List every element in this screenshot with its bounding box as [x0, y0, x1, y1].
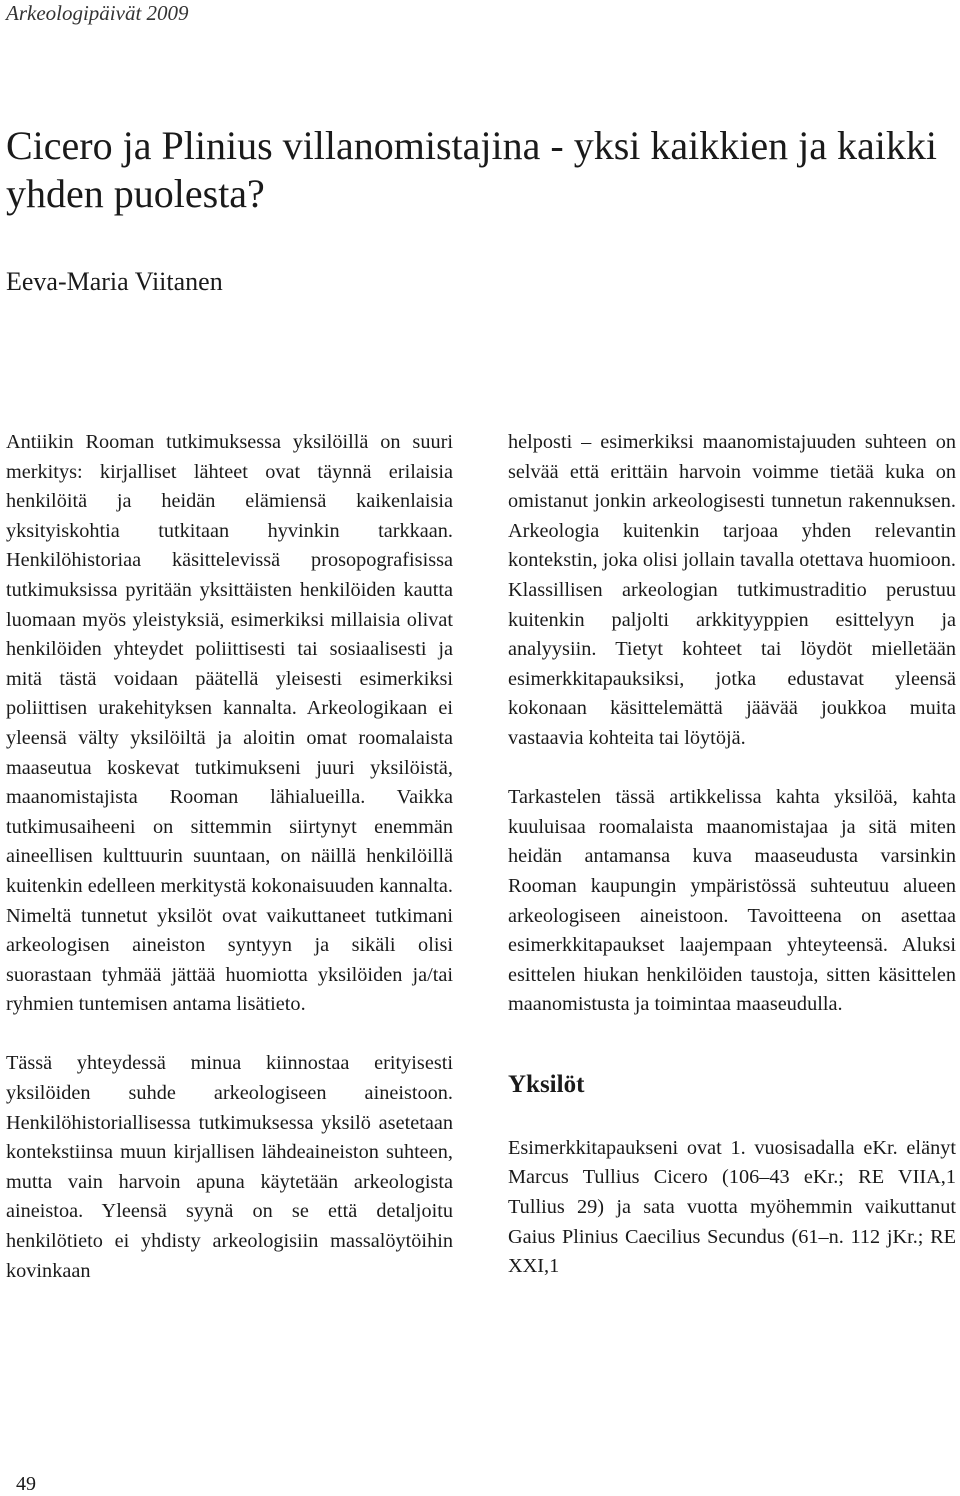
running-head: Arkeologipäivät 2009 [6, 1, 189, 25]
paragraph-aims: Tarkastelen tässä artikkelissa kahta yksilöä, kahta kuuluisaa roomalaista maanomistajaa ja sitä miten heidän antamansa kuva maaseudusta varsinkin Rooman kaupungin ympäristössä suhteutuu alueen arkeologiseen aineistoon. Tavoitteena on asettaa esimerkkitapaukset laajempaan yhteyteensä. Aluksi esittelen hiukan henkilöiden taustoja, sitten käsittelen maanomistusta ja toimintaa maaseudulla. [508, 786, 956, 1016]
right-column [508, 428, 956, 1282]
paragraph-continuation: helposti – esimerkiksi maanomistajuuden suhteen on selvää että erittäin harvoin voimme tietää kuka on omistanut jonkin arkeologisesti tunnetun rakennuksen. Arkeologia kuitenkin tarjoaa yhden relevantin kontekstin, joka olisi jollain tavalla otettava huomioon. Klassillisen arkeologian tutkimustraditio perustuu kuitenkin paljolti arkkityyppien esittelyyn ja analyysiin. Tietyt kohteet tai löydöt mielletään esimerkkitapauksiksi, jotka edustavat yleensä kokonaan käsittelemättä jäävää joukkoa muita vastaavia kohteita tai löytöjä. [508, 431, 956, 749]
article-author: Eeva-Maria Viitanen [6, 267, 223, 296]
left-column [6, 428, 453, 1286]
paragraph-context: Tässä yhteydessä minua kiinnostaa erityisesti yksilöiden suhde arkeologiseen aineistoon. Henkilöhistoriallisessa tutkimuksessa yksilö asetetaan kontekstiinsa muun kirjallisen lähdeaineiston suhteen, mutta vain harvoin apuna käytetään arkeologista aineistoa. Yleensä syynä on se että detaljoitu henkilötieto ei yhdisty arkeologisiin massalöytöihin kovinkaan [6, 1052, 453, 1282]
section-heading-yksilot: Yksilöt [508, 1070, 585, 1098]
paragraph-intro: Antiikin Rooman tutkimuksessa yksilöillä on suuri merkitys: kirjalliset lähteet ovat täynnä erilaisia henkilöitä ja heidän elämiensä kaikenlaisia yksityiskohtia tutkitaan hyvinkin tarkkaan. Henkilöhistoriaa käsittelevissä prosopografisissa tutkimuksissa pyritään yksittäisten henkilöiden kautta luomaan myös yleistyksiä, esimerkiksi millaisia olivat henkilöiden yhteydet poliittisesti tai sosiaalisesti ja mitä tästä voidaan päätellä yleisesti esimerkiksi poliittisen urakehityksen kannalta. Arkeologikaan ei yleensä välty yksilöiltä ja aloitin omat roomalaista maaseutua koskevat tutkimukseni juuri yksilöistä, maanomistajista Rooman lähialueilla. Vaikka tutkimusaiheeni on sittemmin siirtynyt enemmän aineellisen kulttuurin suuntaan, on näillä henkilöillä kuitenkin edelleen merkitystä kokonaisuuden kannalta. Nimeltä tunnetut yksilöt ovat vaikuttaneet tutkimani arkeologisen aineiston syntyyn ja sikäli olisi suorastaan tyhmää jättää huomiotta yksilöiden ja/tai ryhmien tuntemisen antama lisätieto. [6, 431, 453, 1016]
paragraph-individuals: Esimerkkitapaukseni ovat 1. vuosisadalla eKr. elänyt Marcus Tullius Cicero (106–43 eKr.; RE VIIA,1 Tullius 29) ja sata vuotta myöhemmin vaikuttanut Gaius Plinius Caecilius Secundus (61–n. 112 jKr.; RE XXI,1 [508, 1136, 956, 1278]
article-title: Cicero ja Plinius villanomistajina - yksi kaikkien ja kaikki yhden puolesta? [6, 123, 937, 216]
page-number: 49 [16, 1473, 36, 1495]
